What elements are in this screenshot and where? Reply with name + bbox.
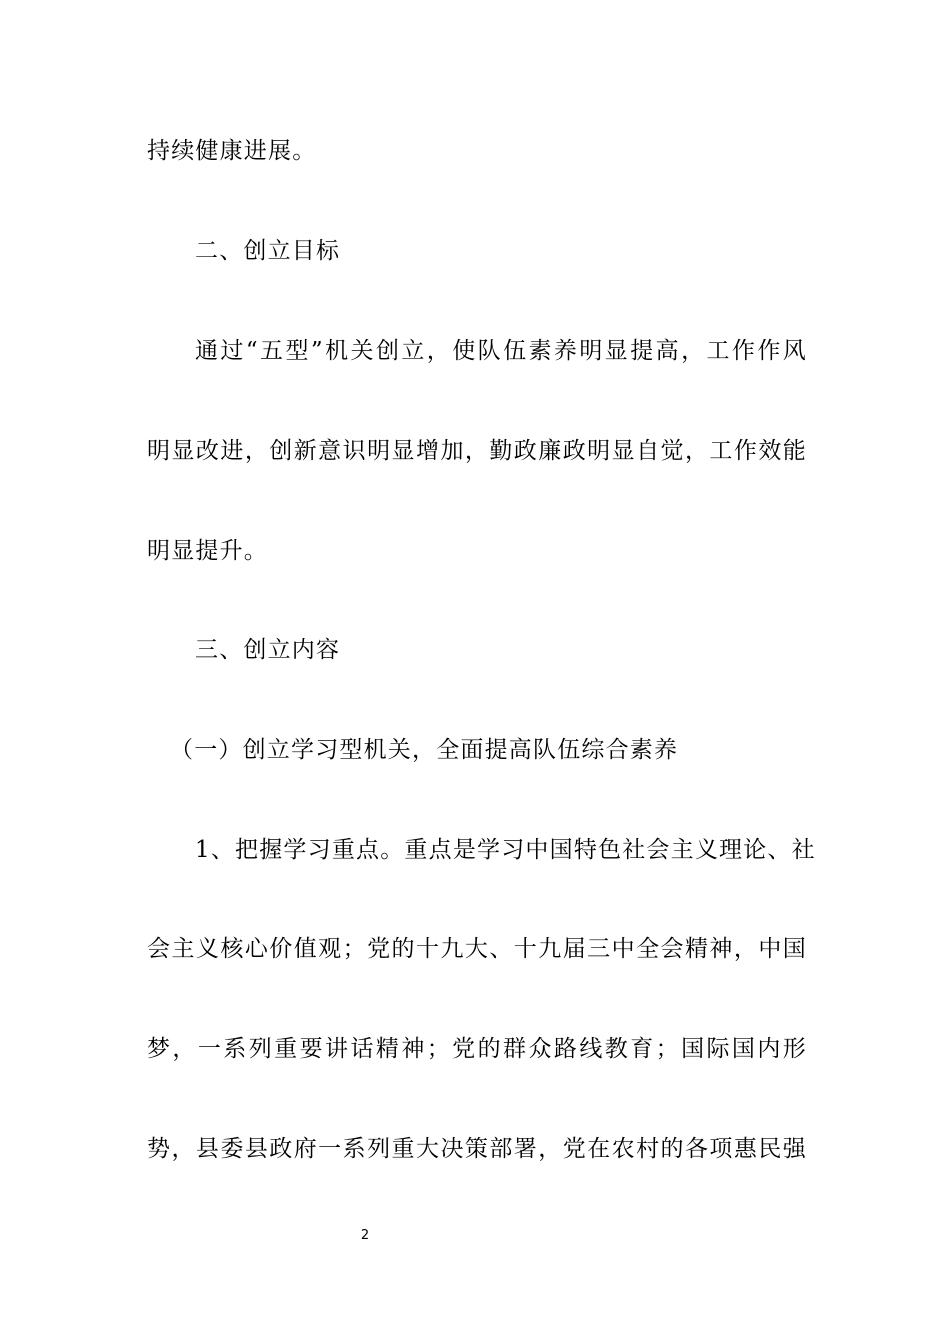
paragraph-line-11: 势，县委县政府一系列重大决策部署，党在农村的各项惠民强 [147, 1136, 807, 1162]
paragraph-line-3: 通过“五型”机关创立，使队伍素养明显提高，工作作风 [195, 338, 807, 364]
paragraph-line-5: 明显提升。 [147, 538, 268, 564]
subsection-heading-learning: （一）创立学习型机关，全面提高队伍综合素养 [170, 737, 679, 763]
paragraph-line-1: 持续健康进展。 [147, 138, 317, 164]
section-heading-goals: 二、创立目标 [195, 238, 341, 264]
paragraph-line-4: 明显改进，创新意识明显增加，勤政廉政明显自觉，工作效能 [147, 438, 807, 464]
paragraph-line-10: 梦，一系列重要讲话精神；党的群众路线教育；国际国内形 [147, 1036, 807, 1062]
page-number: 2 [360, 1228, 370, 1243]
paragraph-line-8: 1、把握学习重点。重点是学习中国特色社会主义理论、社 [195, 837, 816, 863]
section-heading-content: 三、创立内容 [195, 637, 341, 663]
paragraph-line-9: 会主义核心价值观；党的十九大、十九届三中全会精神，中国 [147, 936, 807, 962]
